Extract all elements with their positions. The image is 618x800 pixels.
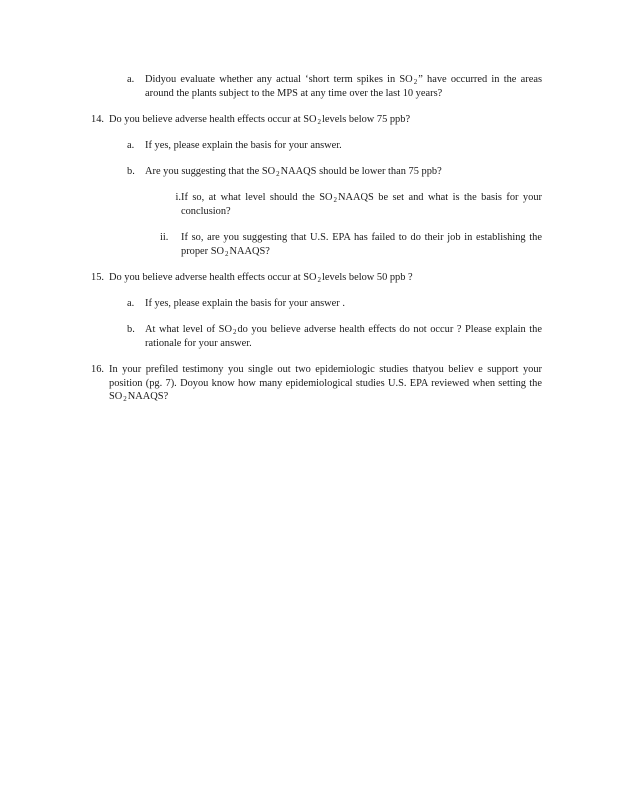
question-14 [91, 113, 529, 127]
subscript: 2 [123, 395, 127, 403]
list-marker: i. [175, 192, 181, 203]
question-text-part1: In your prefiled testimony you single out two epidemiologic studies thatyou believ e support your position (pg. 7). Doyou know how many epidemiological studies U.S. EPA reviewed when setting the SO [109, 364, 542, 402]
question-text-part2: levels below 50 ppb ? [322, 272, 413, 283]
question-14b [127, 165, 542, 179]
question-text-part1: Didyou evaluate whether any actual ‘short term spikes in SO [145, 74, 413, 85]
question-text [145, 165, 542, 179]
question-text-part2: levels below 75 ppb? [322, 114, 411, 125]
question-text [109, 113, 529, 127]
list-marker: b. [127, 324, 135, 335]
subscript: 2 [232, 328, 237, 336]
subscript: 2 [333, 196, 337, 204]
list-marker: a. [127, 74, 135, 85]
list-marker: 15. [91, 272, 104, 283]
question-text [145, 73, 542, 100]
list-marker: a. [127, 140, 135, 151]
question-text-part1: If so, at what level should the SO [181, 192, 333, 203]
question-text-part1: At what level of SO [145, 324, 232, 335]
question-text [181, 191, 542, 218]
question-text: If yes, please explain the basis for your answer . [145, 298, 345, 309]
question-text-part1: Do you believe adverse health effects occur at SO [109, 272, 317, 283]
question-15b [127, 323, 542, 350]
list-marker: a. [127, 298, 135, 309]
question-text-part2: NAAQS be set and what is the basis for your conclusion? [181, 192, 542, 217]
question-14b-ii [160, 231, 542, 258]
subscript: 2 [317, 276, 322, 284]
question-text-part2: do you believe adverse health effects do not occur ? Please explain the rationale for your answer. [145, 324, 542, 349]
subscript: 2 [225, 249, 229, 258]
question-text-part2: NAAQS? [229, 245, 270, 257]
question-14a [127, 139, 542, 153]
question-text [109, 271, 529, 285]
question-13a [127, 73, 542, 100]
subscript: 2 [413, 78, 418, 86]
question-text [181, 231, 542, 258]
list-marker: b. [127, 166, 135, 177]
question-15 [91, 271, 529, 285]
question-text-part1: If so, are you suggesting that U.S. EPA has failed to do their job in establishing the proper SO [181, 232, 542, 257]
list-marker: 14. [91, 114, 104, 125]
question-text [145, 323, 542, 350]
subscript: 2 [276, 170, 280, 178]
question-15a [127, 297, 542, 311]
question-text-part2: NAAQS? [127, 391, 169, 402]
question-text-part1: Do you believe adverse health effects occur at SO [109, 114, 317, 125]
question-16 [91, 363, 542, 404]
question-text-part1: Are you suggesting that the SO [145, 166, 276, 177]
question-text [109, 363, 542, 404]
subscript: 2 [317, 118, 322, 126]
list-marker: ii. [160, 232, 169, 243]
question-14b-i [163, 191, 542, 218]
question-text-part2: ” have occurred in the areas around the plants subject to the MPS at any time over the last 10 years? [145, 74, 542, 99]
list-marker: 16. [91, 364, 104, 375]
question-text: If yes, please explain the basis for your answer. [145, 140, 342, 151]
question-text-part2: NAAQS should be lower than 75 ppb? [280, 166, 442, 177]
